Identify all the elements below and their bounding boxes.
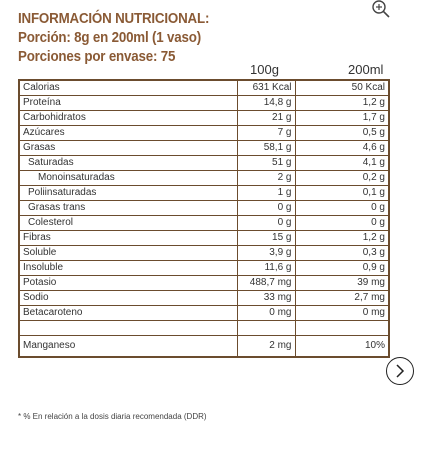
column-header-100g: 100g: [250, 62, 279, 77]
table-row: [19, 156, 389, 171]
nutrient-label: Fibras: [19, 231, 237, 246]
value-200ml: 2,7 mg: [295, 291, 389, 306]
nutrition-table: [18, 79, 390, 358]
column-header-200ml: 200ml: [348, 62, 384, 77]
value-100g: 51 g: [237, 156, 295, 171]
value-100g: 11,6 g: [237, 261, 295, 276]
value-100g: 2 mg: [237, 336, 295, 358]
value-100g: 1 g: [237, 186, 295, 201]
nutrient-label: Manganeso: [19, 336, 237, 358]
nutrient-label: Insoluble: [19, 261, 237, 276]
next-button[interactable]: [386, 357, 414, 385]
value-100g: 58,1 g: [237, 141, 295, 156]
value-200ml: 1,7 g: [295, 111, 389, 126]
nutrient-label: Grasas: [19, 141, 237, 156]
value-200ml: 50 Kcal: [295, 80, 389, 96]
value-200ml: 10%: [295, 336, 389, 358]
nutrition-header: [18, 10, 226, 67]
value-100g: 21 g: [237, 111, 295, 126]
nutrient-label: Sodio: [19, 291, 237, 306]
value-200ml: 0 mg: [295, 306, 389, 321]
value-200ml: 1,2 g: [295, 231, 389, 246]
table-row: [19, 96, 389, 111]
nutrient-label: Monoinsaturadas: [19, 171, 237, 186]
table-row: [19, 306, 389, 321]
value-200ml: 1,2 g: [295, 96, 389, 111]
value-200ml: 4,6 g: [295, 141, 389, 156]
value-100g: 33 mg: [237, 291, 295, 306]
nutrient-label: Azúcares: [19, 126, 237, 141]
value-100g: 631 Kcal: [237, 80, 295, 96]
value-100g: 7 g: [237, 126, 295, 141]
nutrient-label: Potasio: [19, 276, 237, 291]
portion-info: Porción: 8g en 200ml (1 vaso): [18, 30, 201, 46]
table-row: [19, 261, 389, 276]
value-200ml: 0,1 g: [295, 186, 389, 201]
table-row: [19, 111, 389, 126]
servings-info: Porciones por envase: 75: [18, 49, 176, 65]
nutrient-label: Soluble: [19, 246, 237, 261]
nutrient-label: Colesterol: [19, 216, 237, 231]
value-200ml: 0,9 g: [295, 261, 389, 276]
chevron-right-icon: [394, 364, 406, 378]
value-100g: 0 g: [237, 201, 295, 216]
value-200ml: 0 g: [295, 201, 389, 216]
table-row: [19, 231, 389, 246]
value-200ml: 0,3 g: [295, 246, 389, 261]
value-200ml: 0 g: [295, 216, 389, 231]
value-100g: 3,9 g: [237, 246, 295, 261]
table-row: [19, 80, 389, 96]
nutrient-label: [19, 321, 237, 336]
table-row: [19, 186, 389, 201]
value-200ml: [295, 321, 389, 336]
value-100g: 15 g: [237, 231, 295, 246]
zoom-in-icon: [370, 0, 392, 20]
nutrient-label: Saturadas: [19, 156, 237, 171]
value-200ml: 39 mg: [295, 276, 389, 291]
zoom-in-button[interactable]: [370, 0, 396, 20]
value-200ml: 0,2 g: [295, 171, 389, 186]
value-100g: 14,8 g: [237, 96, 295, 111]
nutrient-label: Calorias: [19, 80, 237, 96]
table-row: [19, 201, 389, 216]
table-row: [19, 246, 389, 261]
table-row: [19, 291, 389, 306]
table-row: [19, 321, 389, 336]
table-row: [19, 216, 389, 231]
table-row: [19, 171, 389, 186]
nutrient-label: Poliinsaturadas: [19, 186, 237, 201]
value-100g: 0 mg: [237, 306, 295, 321]
nutrition-title: INFORMACIÓN NUTRICIONAL:: [18, 11, 210, 27]
nutrient-label: Proteína: [19, 96, 237, 111]
value-100g: 488,7 mg: [237, 276, 295, 291]
table-row: [19, 336, 389, 358]
value-200ml: 4,1 g: [295, 156, 389, 171]
nutrient-label: Betacaroteno: [19, 306, 237, 321]
footnote: * % En relación a la dosis diaria recomendada (DDR): [18, 412, 207, 421]
value-200ml: 0,5 g: [295, 126, 389, 141]
value-100g: 2 g: [237, 171, 295, 186]
table-row: [19, 126, 389, 141]
nutrient-label: Carbohidratos: [19, 111, 237, 126]
value-100g: [237, 321, 295, 336]
value-100g: 0 g: [237, 216, 295, 231]
table-row: [19, 276, 389, 291]
table-row: [19, 141, 389, 156]
nutrient-label: Grasas trans: [19, 201, 237, 216]
